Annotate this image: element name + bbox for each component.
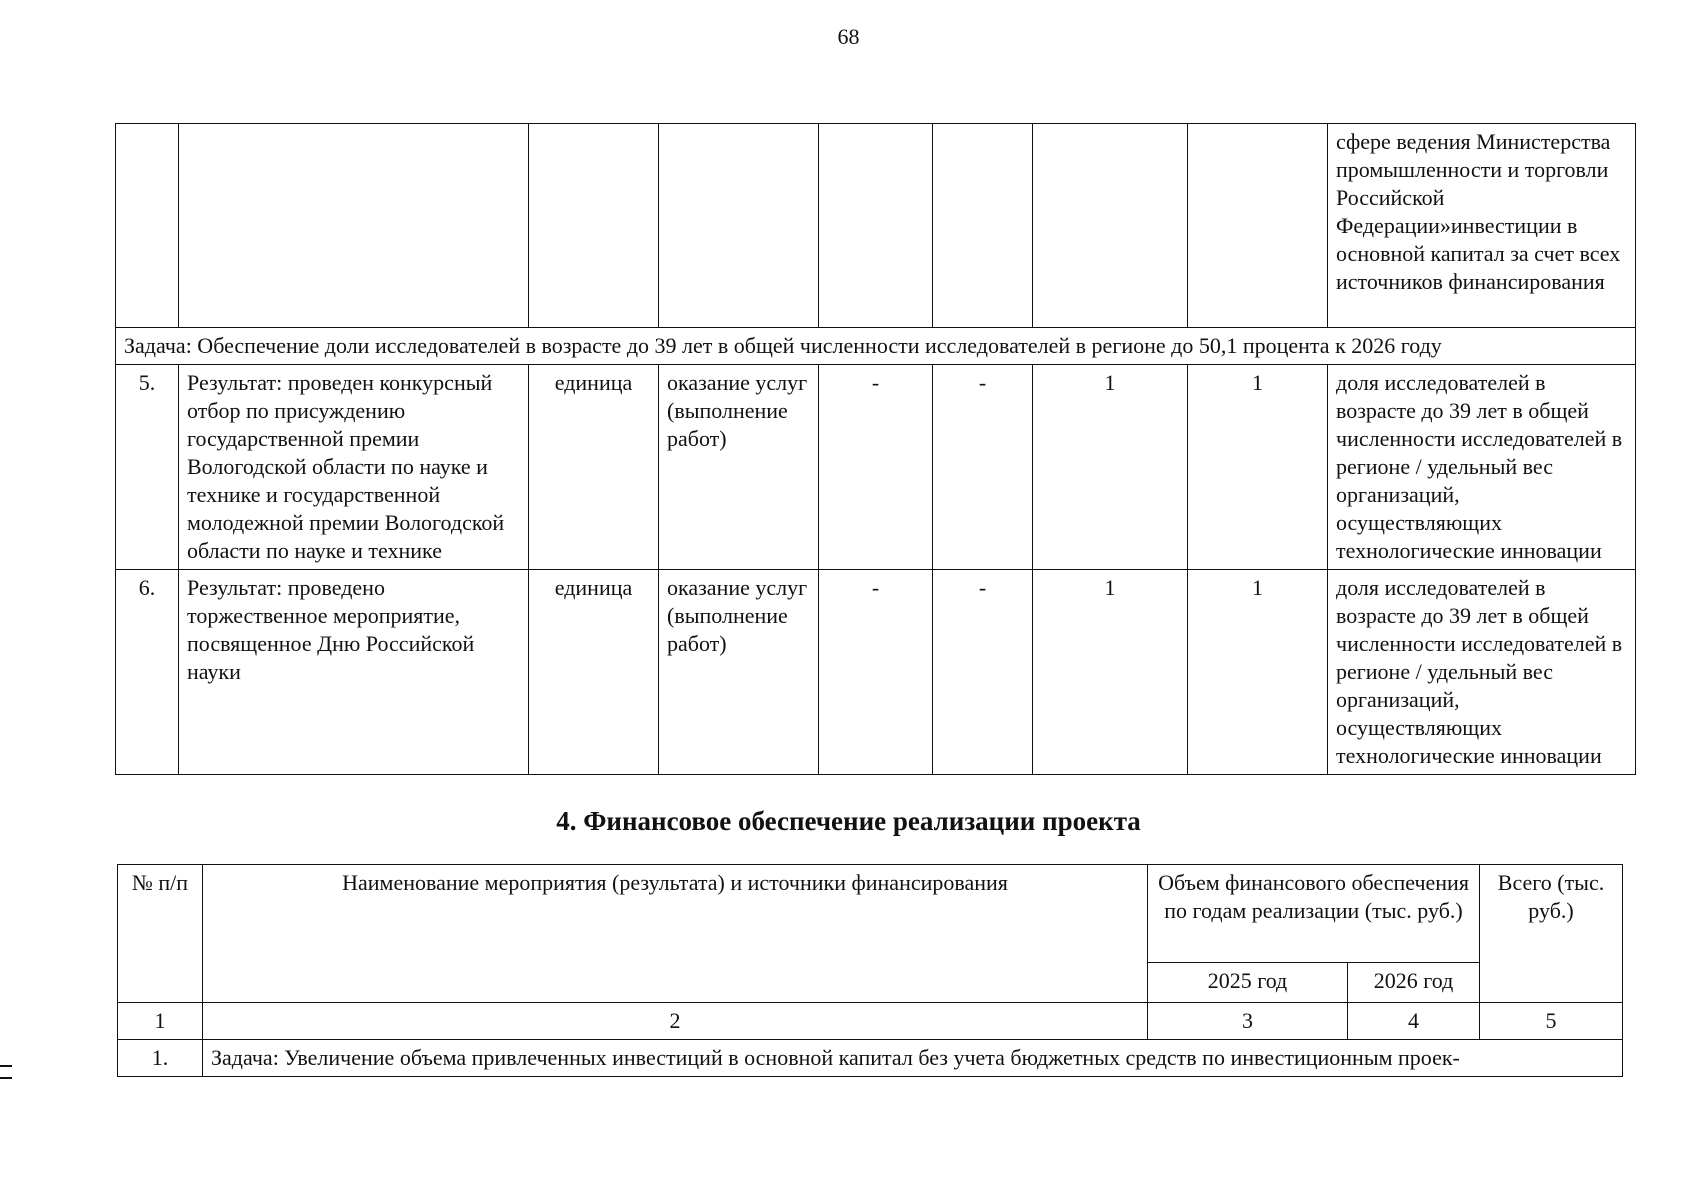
header-year-2026: 2026 год <box>1348 963 1480 1003</box>
header-num: № п/п <box>118 865 203 1003</box>
index-row <box>118 1003 1623 1040</box>
page-number: 68 <box>837 24 860 49</box>
financing-table <box>117 864 1623 1077</box>
indicator-cell: доля исследователей в возрасте до 39 лет в общей численности исследователей в регионе / удельный вес организаций, осуществляющих технологические инновации <box>1328 365 1636 570</box>
result-cell: Результат: проведено торжественное мероприятие, посвященное Дню Российской науки <box>179 570 529 775</box>
header-volume: Объем финансового обеспечения по годам реализации (тыс. руб.) <box>1148 865 1480 963</box>
indicator-cell: сфере ведения Министерства промышленности и торговли Российской Федерации»инвестиции в основной капитал за счет всех источников финансирования <box>1328 124 1636 328</box>
value-cell: - <box>819 365 933 570</box>
table-cell <box>529 124 659 328</box>
task-text: Задача: Увеличение объема привлеченных инвестиций в основной капитал без учета бюджетных средств по инвестиционным проек- <box>203 1040 1623 1077</box>
results-table <box>115 123 1636 775</box>
value-cell: - <box>933 365 1033 570</box>
value-cell: - <box>933 570 1033 775</box>
result-cell: Результат: проведен конкурсный отбор по присуждению государственной премии Вологодской области по науке и технике и государственной молодежной премии Вологодской области по науке и технике <box>179 365 529 570</box>
row-number: 6. <box>116 570 179 775</box>
header-total: Всего (тыс. руб.) <box>1480 865 1623 1003</box>
index-cell: 1 <box>118 1003 203 1040</box>
value-cell: 1 <box>1033 365 1188 570</box>
unit-cell: единица <box>529 570 659 775</box>
value-cell: 1 <box>1033 570 1188 775</box>
index-cell: 2 <box>203 1003 1148 1040</box>
table-cell <box>1188 124 1328 328</box>
section-title: 4. Финансовое обеспечение реализации проекта <box>556 806 1141 836</box>
indicator-cell: доля исследователей в возрасте до 39 лет в общей численности исследователей в регионе / удельный вес организаций, осуществляющих технологические инновации <box>1328 570 1636 775</box>
table-row <box>116 365 1636 570</box>
table-cell <box>659 124 819 328</box>
margin-marks <box>0 1065 12 1089</box>
table-cell <box>116 124 179 328</box>
value-cell: - <box>819 570 933 775</box>
value-cell: 1 <box>1188 365 1328 570</box>
header-year-2025: 2025 год <box>1148 963 1348 1003</box>
table-row <box>116 124 1636 328</box>
table-row <box>116 570 1636 775</box>
row-number: 1. <box>118 1040 203 1077</box>
task-text: Задача: Обеспечение доли исследователей в возрасте до 39 лет в общей численности исследователей в регионе до 50,1 процента к 2026 году <box>116 328 1636 365</box>
index-cell: 3 <box>1148 1003 1348 1040</box>
task-row <box>116 328 1636 365</box>
table-cell <box>179 124 529 328</box>
header-row <box>118 865 1623 963</box>
row-number: 5. <box>116 365 179 570</box>
type-cell: оказание услуг (выполнение работ) <box>659 570 819 775</box>
value-cell: 1 <box>1188 570 1328 775</box>
header-name: Наименование мероприятия (результата) и источники финансирования <box>203 865 1148 1003</box>
unit-cell: единица <box>529 365 659 570</box>
table-cell <box>819 124 933 328</box>
table-cell <box>1033 124 1188 328</box>
index-cell: 5 <box>1480 1003 1623 1040</box>
index-cell: 4 <box>1348 1003 1480 1040</box>
table-cell <box>933 124 1033 328</box>
type-cell: оказание услуг (выполнение работ) <box>659 365 819 570</box>
table-row <box>118 1040 1623 1077</box>
